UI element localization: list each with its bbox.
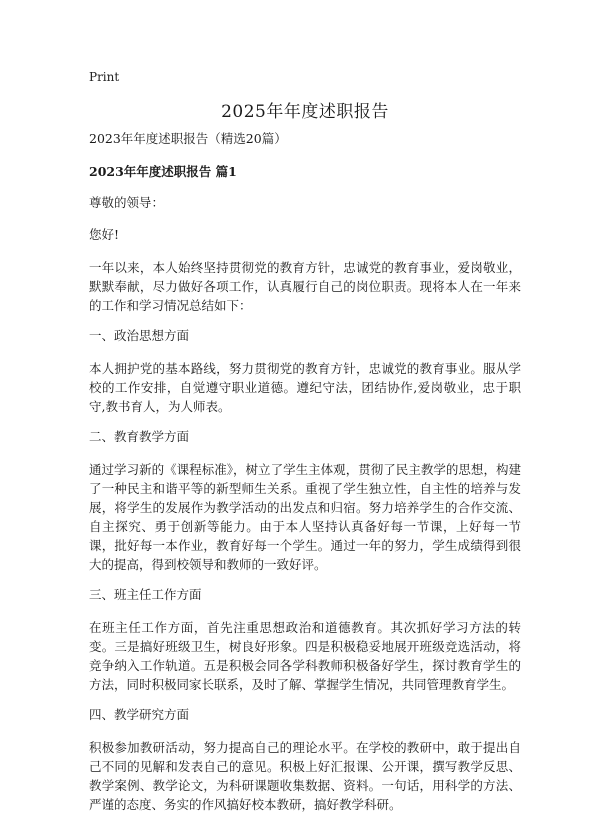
hello-line: 您好! <box>89 227 120 242</box>
greeting: 尊敬的领导： <box>89 195 165 210</box>
heading-research: 四、教学研究方面 <box>89 707 190 722</box>
paragraph-research: 积极参加教研活动，努力提高自己的理论水平。在学校的教研中，敢于提出自己不同的见解和发表自己的意见。积极上好汇报课、公开课，撰写教学反思、教学案例、教学论文，为科研课题收集数据、资料。一句话，用科学的方法、严谨的态度、务实的作风搞好校本教研，搞好教学科研。 <box>89 740 521 812</box>
intro-paragraph: 一年以来，本人始终坚持贯彻党的教育方针，忠诚党的教育事业，爱岗敬业，默默奉献，尽力做好各项工作，认真履行自己的岗位职责。现将本人在一年来的工作和学习情况总结如下： <box>89 260 521 313</box>
heading-teaching: 二、教育教学方面 <box>89 429 190 444</box>
document-title: 2025年年度述职报告 <box>221 102 389 122</box>
document-body <box>89 130 521 826</box>
paragraph-class-teacher: 在班主任工作方面，首先注重思想政治和道德教育。其次抓好学习方法的转变。三是搞好班级卫生，树良好形象。四是积极稳妥地展开班级竞选活动，将竞争纳入工作轨道。五是积极会同各学科教师积极备好学生，探讨教育学生的方法，同时积极同家长联系，及时了解、掌握学生情况，共同管理教育学生。 <box>89 620 521 692</box>
paragraph-teaching: 通过学习新的《课程标准》，树立了学生主体观，贯彻了民主教学的思想，构建了一种民主和谐平等的新型师生关系。重视了学生独立性，自主性的培养与发展，将学生的发展作为教学活动的出发点和归宿。努力培养学生的合作交流、自主探究、勇于创新等能力。由于本人坚持认真备好每一节课，上好每一节课，批好每一本作业，教育好每一个学生。通过一年的努力，学生成绩得到很大的提高，得到校领导和教师的一致好评。 <box>89 462 521 572</box>
paragraph-political: 本人拥护党的基本路线，努力贯彻党的教育方针，忠诚党的教育事业。服从学校的工作安排，自觉遵守职业道德。遵纪守法，团结协作,爱岗敬业，忠于职守,教书育人，为人师表。 <box>89 361 521 414</box>
heading-political: 一、政治思想方面 <box>89 328 190 343</box>
section-title: 2023年年度述职报告 篇1 <box>89 164 237 179</box>
print-link[interactable]: Print <box>89 70 120 84</box>
document-subtitle: 2023年年度述职报告（精选20篇） <box>89 131 287 146</box>
heading-class-teacher: 三、班主任工作方面 <box>89 587 202 602</box>
